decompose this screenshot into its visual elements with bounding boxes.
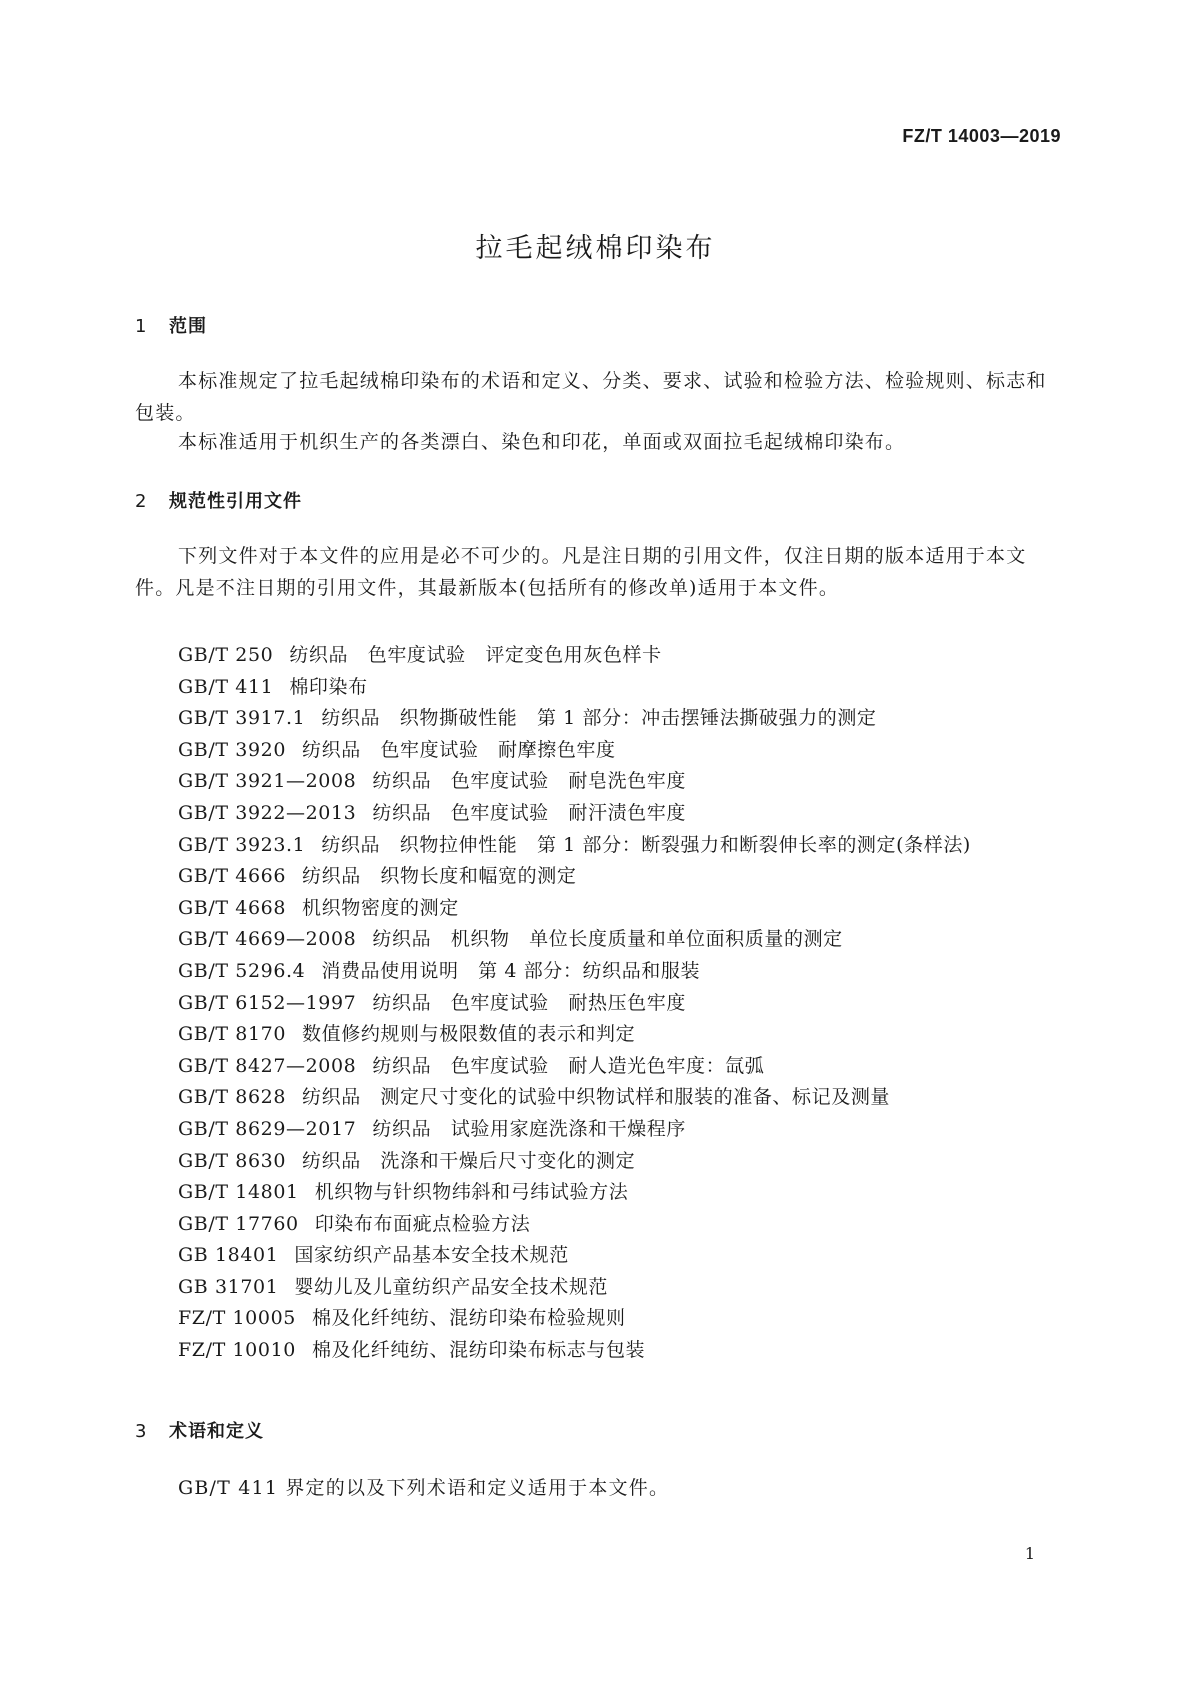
section-3-paragraph-1: GB/T 411 界定的以及下列术语和定义适用于本文件。: [178, 1477, 670, 1499]
reference-item: [178, 1177, 1058, 1209]
reference-item: [178, 703, 1058, 735]
reference-code: GB/T 4669—2008: [178, 928, 357, 951]
reference-item: [178, 766, 1058, 798]
reference-title: 纺织品 色牢度试验 耐摩擦色牢度: [302, 738, 616, 761]
reference-title: 婴幼儿及儿童纺织产品安全技术规范: [294, 1275, 609, 1298]
page-number: 1: [1024, 1544, 1035, 1563]
reference-title: 纺织品 色牢度试验 耐人造光色牢度：氙弧: [372, 1054, 765, 1077]
reference-item: [178, 861, 1058, 893]
reference-title: 纺织品 织物撕破性能 第 1 部分：冲击摆锤法撕破强力的测定: [321, 707, 877, 730]
reference-item: [178, 1303, 1058, 1335]
reference-item: [178, 1272, 1058, 1304]
reference-title: 纺织品 织物拉伸性能 第 1 部分：断裂强力和断裂伸长率的测定(条样法): [321, 833, 971, 856]
reference-code: GB 31701: [178, 1275, 279, 1298]
reference-code: GB/T 3923.1: [178, 833, 306, 856]
section-3-heading: [135, 1417, 264, 1443]
reference-title: 纺织品 色牢度试验 评定变色用灰色样卡: [289, 644, 662, 666]
reference-item: [178, 1051, 1058, 1083]
reference-title: 数值修约规则与极限数值的表示和判定: [302, 1023, 636, 1046]
reference-title: 纺织品 机织物 单位长度质量和单位面积质量的测定: [372, 928, 843, 951]
reference-title: 棉及化纤纯纺、混纺印染布检验规则: [311, 1307, 626, 1330]
reference-code: FZ/T 10010: [178, 1339, 296, 1362]
reference-code: GB/T 411: [178, 675, 274, 698]
section-3-title: 术语和定义: [169, 1421, 264, 1442]
reference-title: 纺织品 试验用家庭洗涤和干燥程序: [372, 1117, 686, 1140]
section-1-paragraph-2: 本标准适用于机织生产的各类漂白、染色和印花，单面或双面拉毛起绒棉印染布。: [178, 431, 906, 453]
reference-code: GB/T 17760: [178, 1212, 299, 1235]
reference-item: [178, 1240, 1058, 1272]
reference-code: GB/T 3922—2013: [178, 801, 357, 824]
section-1-heading: [135, 312, 207, 338]
reference-code: GB/T 8629—2017: [178, 1117, 357, 1140]
section-1-title: 范围: [169, 316, 207, 337]
reference-item: [178, 924, 1058, 956]
reference-item: [178, 1114, 1058, 1146]
reference-code: GB/T 5296.4: [178, 959, 306, 982]
reference-item: [178, 672, 1058, 704]
reference-title: 纺织品 色牢度试验 耐汗渍色牢度: [372, 801, 686, 824]
reference-title: 印染布布面疵点检验方法: [314, 1212, 531, 1235]
reference-title: 国家纺织产品基本安全技术规范: [294, 1244, 569, 1267]
section-2-title: 规范性引用文件: [169, 491, 302, 512]
reference-code: GB/T 3917.1: [178, 707, 306, 730]
reference-code: GB/T 8427—2008: [178, 1054, 357, 1077]
normative-references-list: [178, 640, 1058, 1367]
reference-item: [178, 1082, 1058, 1114]
document-title: 拉毛起绒棉印染布: [475, 233, 716, 264]
reference-code: GB/T 14801: [178, 1181, 299, 1204]
section-3-number: 3: [135, 1421, 148, 1442]
reference-title: 纺织品 织物长度和幅宽的测定: [302, 865, 577, 888]
reference-code: GB/T 6152—1997: [178, 991, 357, 1014]
reference-code: GB/T 8628: [178, 1086, 287, 1109]
reference-item: [178, 893, 1058, 925]
reference-code: GB 18401: [178, 1244, 279, 1267]
reference-title: 棉印染布: [289, 675, 368, 698]
reference-item: [178, 1335, 1058, 1367]
reference-code: GB/T 8630: [178, 1149, 287, 1172]
reference-item: [178, 735, 1058, 767]
reference-title: 纺织品 色牢度试验 耐热压色牢度: [372, 991, 686, 1014]
reference-code: FZ/T 10005: [178, 1307, 296, 1330]
reference-code: GB/T 3921—2008: [178, 770, 357, 793]
reference-title: 消费品使用说明 第 4 部分：纺织品和服装: [321, 959, 701, 982]
reference-title: 机织物密度的测定: [302, 896, 459, 919]
reference-code: GB/T 250: [178, 644, 274, 666]
reference-item: [178, 1019, 1058, 1051]
section-2-heading: [135, 487, 302, 513]
reference-title: 纺织品 洗涤和干燥后尺寸变化的测定: [302, 1149, 636, 1172]
reference-item: [178, 830, 1058, 862]
reference-item: [178, 956, 1058, 988]
reference-item: [178, 798, 1058, 830]
section-1-number: 1: [135, 316, 148, 337]
reference-code: GB/T 8170: [178, 1023, 287, 1046]
section-2-paragraph-1: 下列文件对于本文件的应用是必不可少的。凡是注日期的引用文件，仅注日期的版本适用于本文件。凡是不注日期的引用文件，其最新版本(包括所有的修改单)适用于本文件。: [135, 545, 1027, 599]
reference-code: GB/T 4666: [178, 865, 287, 888]
reference-title: 纺织品 色牢度试验 耐皂洗色牢度: [372, 770, 686, 793]
reference-item: [178, 1146, 1058, 1178]
reference-item: [178, 1209, 1058, 1241]
section-2-number: 2: [135, 491, 148, 512]
standard-code: FZ/T 14003—2019: [902, 126, 1061, 146]
reference-title: 纺织品 测定尺寸变化的试验中织物试样和服装的准备、标记及测量: [302, 1086, 891, 1109]
section-1-paragraph-1: 本标准规定了拉毛起绒棉印染布的术语和定义、分类、要求、试验和检验方法、检验规则、标志和包装。: [135, 370, 1047, 424]
reference-title: 棉及化纤纯纺、混纺印染布标志与包装: [311, 1339, 646, 1362]
reference-title: 机织物与针织物纬斜和弓纬试验方法: [314, 1181, 629, 1204]
reference-item: [178, 988, 1058, 1020]
reference-code: GB/T 3920: [178, 738, 287, 761]
reference-item: [178, 640, 1058, 672]
reference-code: GB/T 4668: [178, 896, 287, 919]
